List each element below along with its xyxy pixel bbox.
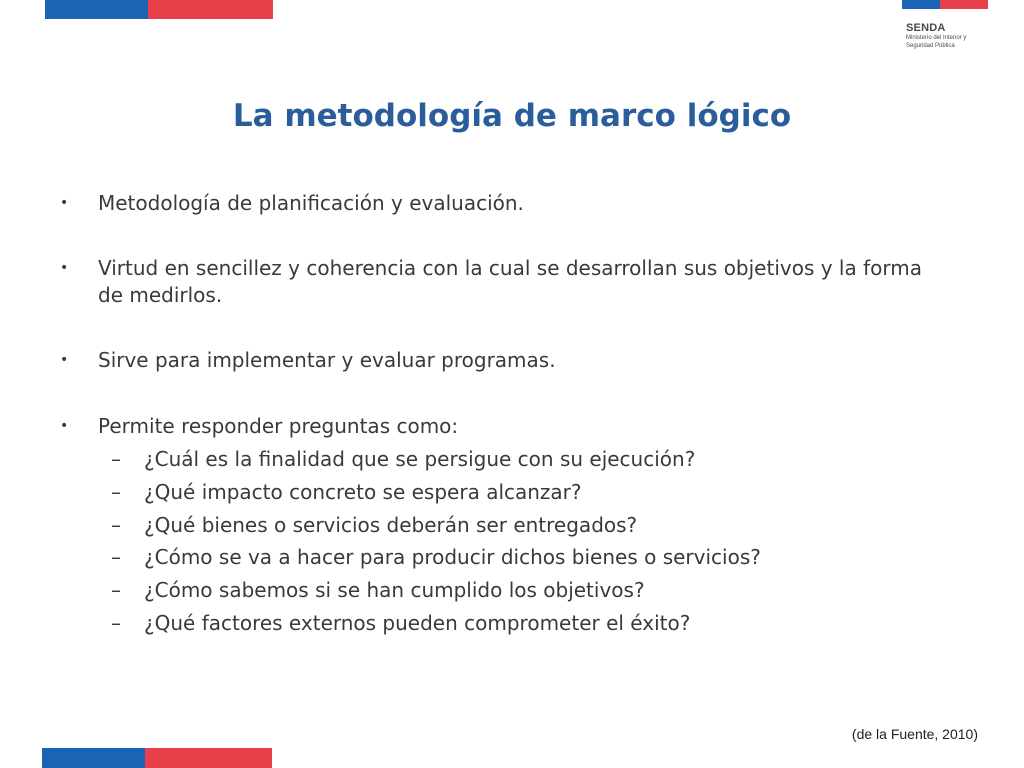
logo-ministry-line: Ministerio del Interior y (906, 35, 967, 41)
flag-red-segment (145, 748, 272, 768)
sub-bullet-text: ¿Qué factores externos pueden comprometer el éxito? (144, 611, 691, 635)
flag-blue-segment (45, 0, 148, 19)
bullet-text: Virtud en sencillez y coherencia con la cual se desarrollan sus objetivos y la forma de medirlos. (98, 256, 922, 307)
bullet-text: Permite responder preguntas como: (98, 414, 459, 438)
dash-marker: – (111, 611, 121, 635)
dash-marker: – (111, 578, 121, 602)
citation: (de la Fuente, 2010) (851, 726, 978, 742)
bullet-text: Sirve para implementar y evaluar programas. (98, 348, 556, 372)
sub-bullet-text: ¿Cómo se va a hacer para producir dichos bienes o servicios? (144, 545, 761, 569)
slide-title: La metodología de marco lógico (232, 98, 792, 134)
bullet-marker: • (60, 418, 69, 434)
logo-ministry-line: Seguridad Pública (906, 43, 955, 49)
sub-bullet-text: ¿Cuál es la finalidad que se persigue con su ejecución? (144, 447, 696, 471)
sub-bullet-text: ¿Qué bienes o servicios deberán ser entregados? (144, 513, 638, 537)
bullet-marker: • (60, 352, 69, 368)
dash-marker: – (111, 513, 121, 537)
bullet-marker: • (60, 260, 69, 276)
bullet-marker: • (60, 195, 69, 211)
sub-bullet-text: ¿Qué impacto concreto se espera alcanzar? (144, 480, 582, 504)
flag-blue-segment (902, 0, 940, 9)
logo-flag-bar (902, 0, 988, 9)
flag-red-segment (940, 0, 988, 9)
top-flag-bar (45, 0, 273, 19)
flag-blue-segment (42, 748, 145, 768)
sub-bullet-text: ¿Cómo sabemos si se han cumplido los objetivos? (144, 578, 645, 602)
senda-logo (906, 22, 966, 50)
dash-marker: – (111, 447, 121, 471)
dash-marker: – (111, 545, 121, 569)
dash-marker: – (111, 480, 121, 504)
logo-name: SENDA (906, 22, 946, 34)
bullet-text: Metodología de planificación y evaluación. (98, 191, 524, 215)
bottom-flag-bar (42, 748, 272, 768)
flag-red-segment (148, 0, 273, 19)
